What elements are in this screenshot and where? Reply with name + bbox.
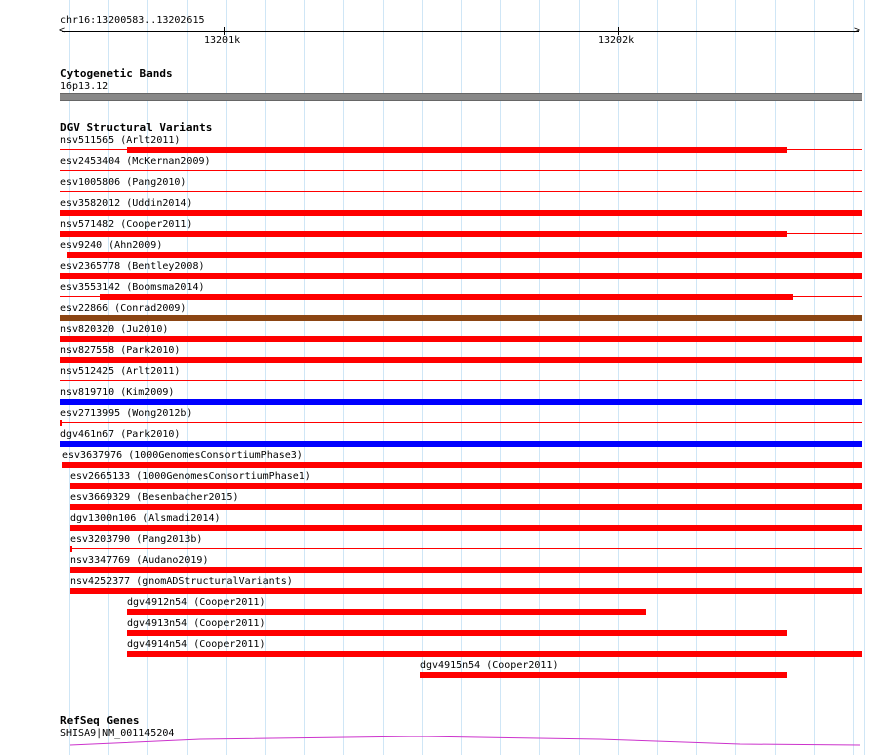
variant-bar[interactable] (70, 588, 862, 594)
variant-label: dgv4915n54 (Cooper2011) (420, 660, 559, 671)
grid-line (657, 0, 658, 755)
variant-bar[interactable] (127, 147, 787, 153)
variant-bar[interactable] (60, 336, 862, 342)
variant-label: esv3582012 (Uddin2014) (60, 198, 193, 209)
grid-line (304, 0, 305, 755)
variant-label: dgv4913n54 (Cooper2011) (127, 618, 266, 629)
variant-label: dgv4914n54 (Cooper2011) (127, 639, 266, 650)
band-label: 16p13.12 (60, 81, 109, 92)
variant-bar[interactable] (60, 357, 862, 363)
scroll-left-arrow-icon[interactable]: < (59, 25, 66, 36)
ruler-tick (224, 27, 225, 35)
variant-label: esv2453404 (McKernan2009) (60, 156, 211, 167)
variant-label: esv3669329 (Besenbacher2015) (70, 492, 239, 503)
variant-bar[interactable] (127, 609, 646, 615)
variant-bar[interactable] (127, 630, 787, 636)
variant-bar[interactable] (70, 567, 862, 573)
variant-bar[interactable] (70, 525, 862, 531)
variant-label: nsv827558 (Park2010) (60, 345, 181, 356)
gene-label: SHISA9|NM_001145204 (60, 728, 175, 739)
variant-label: esv3553142 (Boomsma2014) (60, 282, 205, 293)
variant-bar[interactable] (62, 462, 862, 468)
variant-label: nsv819710 (Kim2009) (60, 387, 175, 398)
grid-line (579, 0, 580, 755)
grid-line (108, 0, 109, 755)
grid-line (853, 0, 854, 755)
variant-label: dgv461n67 (Park2010) (60, 429, 181, 440)
variant-connector-line (60, 191, 862, 192)
track-title: RefSeq Genes (60, 714, 140, 727)
variant-label: esv3203790 (Pang2013b) (70, 534, 203, 545)
grid-line (383, 0, 384, 755)
variant-label: esv1005806 (Pang2010) (60, 177, 187, 188)
variant-label: esv3637976 (1000GenomesConsortiumPhase3) (62, 450, 303, 461)
variant-bar[interactable] (100, 294, 793, 300)
grid-line (69, 0, 70, 755)
variant-bar[interactable] (60, 273, 862, 279)
cytoband-bar[interactable] (60, 93, 862, 101)
grid-line (500, 0, 501, 755)
variant-label: nsv4252377 (gnomADStructuralVariants) (70, 576, 293, 587)
variant-bar[interactable] (60, 399, 862, 405)
ruler-axis (62, 31, 859, 32)
variant-label: dgv4912n54 (Cooper2011) (127, 597, 266, 608)
variant-connector-line (70, 548, 862, 549)
variant-label: nsv511565 (Arlt2011) (60, 135, 181, 146)
track-title: DGV Structural Variants (60, 121, 213, 134)
variant-bar[interactable] (60, 231, 787, 237)
variant-label: nsv512425 (Arlt2011) (60, 366, 181, 377)
variant-label: esv2713995 (Wong2012b) (60, 408, 193, 419)
variant-label: esv22866 (Conrad2009) (60, 303, 187, 314)
variant-bar[interactable] (70, 483, 862, 489)
variant-bar[interactable] (127, 651, 862, 657)
grid-line (539, 0, 540, 755)
variant-label: esv9240 (Ahn2009) (60, 240, 163, 251)
ruler-tick-label: 13202k (598, 35, 635, 46)
grid-line (864, 0, 865, 755)
variant-bar[interactable] (70, 504, 862, 510)
variant-bar[interactable] (70, 546, 72, 552)
variant-label: esv2665133 (1000GenomesConsortiumPhase1) (70, 471, 311, 482)
variant-bar[interactable] (60, 420, 62, 426)
variant-bar[interactable] (67, 252, 862, 258)
grid-line (461, 0, 462, 755)
grid-line (422, 0, 423, 755)
variant-connector-line (60, 422, 862, 423)
variant-bar[interactable] (60, 210, 862, 216)
track-title: Cytogenetic Bands (60, 67, 173, 80)
variant-bar[interactable] (60, 315, 862, 321)
variant-bar[interactable] (420, 672, 787, 678)
variant-label: nsv3347769 (Audano2019) (70, 555, 209, 566)
variant-connector-line (60, 380, 862, 381)
variant-connector-line (60, 170, 862, 171)
grid-line (696, 0, 697, 755)
scroll-right-arrow-icon[interactable]: > (854, 25, 861, 36)
location-label: chr16:13200583..13202615 (60, 15, 205, 26)
grid-line (735, 0, 736, 755)
grid-line (814, 0, 815, 755)
ruler-tick-label: 13201k (204, 35, 241, 46)
variant-label: dgv1300n106 (Alsmadi2014) (70, 513, 221, 524)
gene-model[interactable] (0, 736, 890, 755)
ruler-tick (618, 27, 619, 35)
variant-label: esv2365778 (Bentley2008) (60, 261, 205, 272)
variant-label: nsv571482 (Cooper2011) (60, 219, 193, 230)
grid-line (775, 0, 776, 755)
variant-bar[interactable] (60, 441, 862, 447)
grid-line (343, 0, 344, 755)
variant-label: nsv820320 (Ju2010) (60, 324, 169, 335)
grid-line (618, 0, 619, 755)
